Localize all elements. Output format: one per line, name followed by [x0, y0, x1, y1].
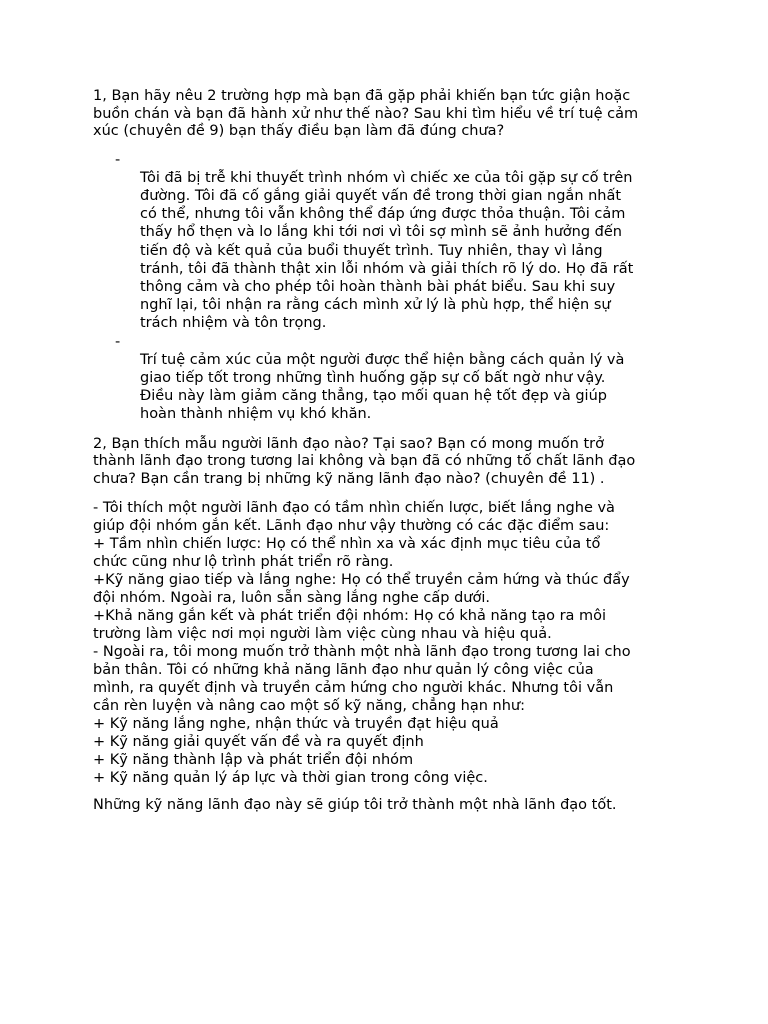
answer-line: - Tôi thích một người lãnh đạo có tầm nhìn chiến lược, biết lắng nghe và giúp đội nhóm gắn kết. Lãnh đạo như vậy thường có các đặc điểm sau:: [93, 500, 615, 535]
question-2: 2, Bạn thích mẫu người lãnh đạo nào? Tại sao? Bạn có mong muốn trở thành lãnh đạo trong tương lai không và bạn đã có những tố chất lãnh đạo chưa? Bạn cần trang bị những kỹ năng lãnh đạo nào? (chuyên đề 11) .: [93, 435, 636, 487]
answer-line: +Khả năng gắn kết và phát triển đội nhóm: Họ có khả năng tạo ra môi trường làm việc nơi mọi người làm việc cùng nhau và hiệu quả.: [93, 608, 607, 643]
question-1-answer-list: [93, 151, 693, 424]
conclusion: Những kỹ năng lãnh đạo này sẽ giúp tôi trở thành một nhà lãnh đạo tốt.: [93, 797, 617, 814]
bullet-dash: -: [115, 333, 121, 350]
list-item-text: Tôi đã bị trễ khi thuyết trình nhóm vì chiếc xe của tôi gặp sự cố trên đường. Tôi đã cố gắng giải quyết vấn đề trong thời gian ngắn nhất có thể, nhưng tôi vẫn không thể đáp ứng được thỏa thuận. Tôi cảm thấy hổ thẹn và lo lắng khi tới nơi vì tôi sợ mình sẽ ảnh hưởng đến tiến độ và kết quả của buổi thuyết trình. Tuy nhiên, thay vì lảng tránh, tôi đã thành thật xin lỗi nhóm và giải thích rõ lý do. Họ đã rất thông cảm và cho phép tôi hoàn thành bài phát biểu. Sau khi suy nghĩ lại, tôi nhận ra rằng cách mình xử lý là phù hợp, thể hiện sự trách nhiệm và tôn trọng.: [140, 169, 634, 332]
list-item: [93, 333, 693, 424]
answer-line: + Kỹ năng quản lý áp lực và thời gian trong công việc.: [93, 770, 488, 787]
question-1: 1, Bạn hãy nêu 2 trường hợp mà bạn đã gặp phải khiến bạn tức giận hoặc buồn chán và bạn đã hành xử như thế nào? Sau khi tìm hiểu về trí tuệ cảm xúc (chuyên đề 9) bạn thấy điều bạn làm đã đúng chưa?: [93, 88, 639, 139]
answer-line: + Kỹ năng lắng nghe, nhận thức và truyền đạt hiệu quả: [93, 716, 499, 733]
list-item: [93, 151, 693, 333]
bullet-dash: -: [115, 151, 121, 168]
document-page: [93, 88, 693, 814]
list-item-text: Trí tuệ cảm xúc của một người được thể hiện bằng cách quản lý và giao tiếp tốt trong những tình huống gặp sự cố bất ngờ như vậy. Điều này làm giảm căng thẳng, tạo mối quan hệ tốt đẹp và giúp hoàn thành nhiệm vụ khó khăn.: [140, 351, 625, 423]
answer-line: + Kỹ năng giải quyết vấn đề và ra quyết định: [93, 734, 424, 751]
answer-line: + Tầm nhìn chiến lược: Họ có thể nhìn xa và xác định mục tiêu của tổ chức cũng như lộ trình phát triển rõ ràng.: [93, 536, 601, 571]
answer-line: + Kỹ năng thành lập và phát triển đội nhóm: [93, 752, 414, 769]
answer-line: - Ngoài ra, tôi mong muốn trở thành một nhà lãnh đạo trong tương lai cho bản thân. Tôi có những khả năng lãnh đạo như quản lý công việc của mình, ra quyết định và truyền cảm hứng cho người khác. Nhưng tôi vẫn cần rèn luyện và nâng cao một số kỹ năng, chẳng hạn như:: [93, 644, 631, 715]
question-2-answer: [93, 499, 693, 787]
answer-line: +Kỹ năng giao tiếp và lắng nghe: Họ có thể truyền cảm hứng và thúc đẩy đội nhóm. Ngoài ra, luôn sẵn sàng lắng nghe cấp dưới.: [93, 572, 630, 607]
